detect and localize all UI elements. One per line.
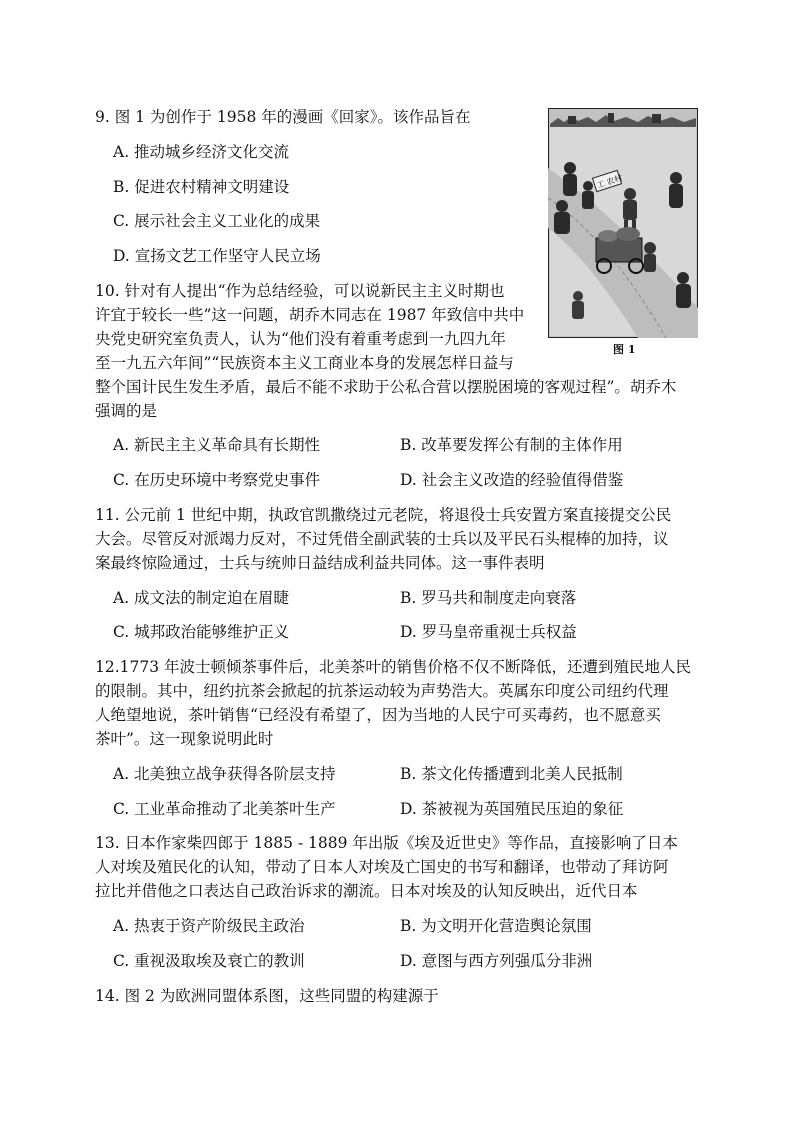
q10-stem-line-6: 强调的是 (95, 402, 158, 420)
figure-1-cartoon (548, 108, 698, 338)
q13-stem-line-1: 13. 日本作家柴四郎于 1885 - 1889 年出版《埃及近世史》等作品，直接影响了日本 (95, 834, 678, 852)
q13-option-d: D. 意图与西方列强瓜分非洲 (400, 952, 593, 970)
q12-stem-line-3: 人绝望地说，茶叶销售“已经没有希望了，因为当地的人民宁可买毒药，也不愿意买 (95, 706, 661, 724)
q11-stem-line-3: 案最终惊险通过，士兵与统帅日益结成利益共同体。这一事件表明 (95, 554, 545, 572)
q11-option-b: B. 罗马共和制度走向衰落 (400, 589, 577, 607)
q14-stem: 14. 图 2 为欧洲同盟体系图，这些同盟的构建源于 (95, 987, 439, 1005)
q10-option-c: C. 在历史环境中考察党史事件 (113, 471, 321, 489)
q10-stem-line-2: 许宜于较长一些”这一问题，胡乔木同志在 1987 年致信中共中 (95, 306, 525, 324)
q10-option-a: A. 新民主主义革命具有长期性 (113, 436, 321, 454)
cartoon-illustration (548, 108, 698, 338)
q10-stem-line-1: 10. 针对有人提出“作为总结经验，可以说新民主主义时期也 (95, 282, 505, 300)
figure-1-caption: 图 1 (613, 343, 636, 356)
q11-stem-line-1: 11. 公元前 1 世纪中期，执政官凯撒绕过元老院，将退役士兵安置方案直接提交公民 (95, 506, 672, 524)
q11-stem-line-2: 大会。尽管反对派竭力反对，不过凭借全副武装的士兵以及平民石头棍棒的加持，议 (95, 530, 669, 548)
q9-option-c: C. 展示社会主义工业化的成果 (113, 212, 321, 230)
q9-option-d: D. 宣扬文艺工作坚守人民立场 (113, 247, 321, 265)
q12-option-d: D. 茶被视为英国殖民压迫的象征 (400, 800, 624, 818)
q12-stem-line-1: 12.1773 年波士顿倾茶事件后，北美茶叶的销售价格不仅不断降低，还遭到殖民地人民 (95, 658, 692, 676)
q10-option-d: D. 社会主义改造的经验值得借鉴 (400, 471, 624, 489)
q12-option-c: C. 工业革命推动了北美茶叶生产 (113, 800, 336, 818)
q9-option-a: A. 推动城乡经济文化交流 (113, 143, 290, 161)
q11-option-d: D. 罗马皇帝重视士兵权益 (400, 623, 577, 641)
q13-option-a: A. 热衷于资产阶级民主政治 (113, 917, 305, 935)
q12-stem-line-2: 的限制。其中，纽约抗茶会掀起的抗茶运动较为声势浩大。英属东印度公司纽约代理 (95, 682, 669, 700)
q11-option-a: A. 成文法的制定迫在眉睫 (113, 589, 290, 607)
q13-option-b: B. 为文明开化营造舆论氛围 (400, 917, 592, 935)
q12-option-a: A. 北美独立战争获得各阶层支持 (113, 765, 336, 783)
cartoon-sign-text: 工 农村 (595, 173, 624, 191)
q13-stem-line-2: 人对埃及殖民化的认知，带动了日本人对埃及亡国史的书写和翻译，也带动了拜访阿 (95, 858, 669, 876)
q13-option-c: C. 重视汲取埃及衰亡的教训 (113, 952, 305, 970)
q10-stem-line-3: 央党史研究室负责人，认为“他们没有着重考虑到一九四九年 (95, 330, 506, 348)
q13-stem-line-3: 拉比并借他之口表达自己政治诉求的潮流。日本对埃及的认知反映出，近代日本 (95, 882, 638, 900)
q9-option-b: B. 促进农村精神文明建设 (113, 178, 290, 196)
q12-option-b: B. 茶文化传播遭到北美人民抵制 (400, 765, 623, 783)
q10-stem-line-4: 至一九五六年间”“民族资本主义工商业本身的发展怎样日益与 (95, 354, 514, 372)
q9-stem: 9. 图 1 为创作于 1958 年的漫画《回家》。该作品旨在 (95, 108, 471, 126)
q11-option-c: C. 城邦政治能够维护正义 (113, 623, 290, 641)
q12-stem-line-4: 茶叶”。这一现象说明此时 (95, 730, 274, 748)
q10-stem-line-5: 整个国计民生发生矛盾，最后不能不求助于公私合营以摆脱困境的客观过程”。胡乔木 (95, 378, 677, 396)
q10-option-b: B. 改革要发挥公有制的主体作用 (400, 436, 623, 454)
